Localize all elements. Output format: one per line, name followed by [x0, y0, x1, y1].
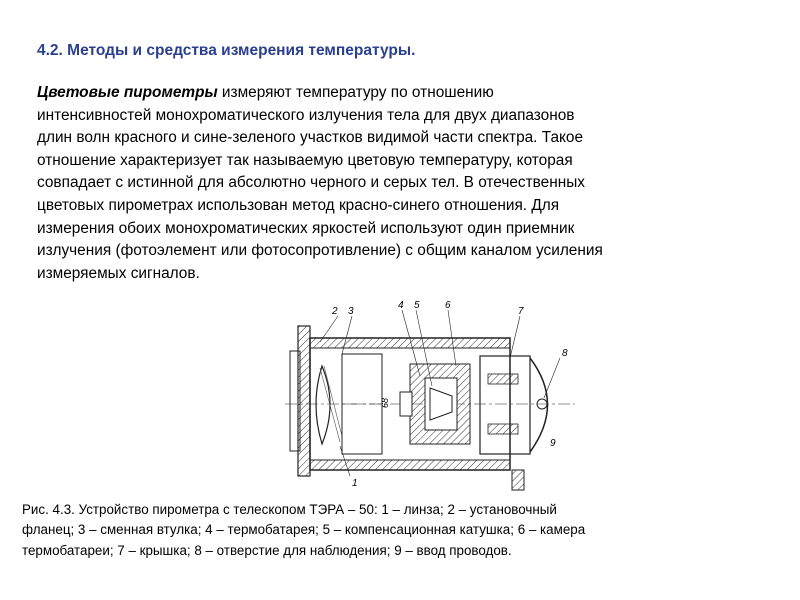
rear-cap: [530, 358, 548, 452]
paragraph-line-8: измеряемых сигналов.: [37, 264, 200, 282]
label-6: 6: [445, 300, 451, 311]
section-heading: 4.2. Методы и средства измерения температуры.: [37, 42, 416, 59]
label-7: 7: [518, 306, 524, 317]
paragraph-line-1: интенсивностей монохроматического излучения тела для двух диапазонов: [37, 106, 575, 124]
label-9: 9: [550, 438, 556, 449]
label-68: 68: [380, 397, 390, 408]
caption-line-2: термобатареи; 7 – крышка; 8 – отверстие для наблюдения; 9 – ввод проводов.: [22, 542, 512, 558]
pyrometer-drawing: [280, 296, 580, 496]
body-paragraph: [37, 82, 777, 285]
label-2: 2: [332, 306, 338, 317]
label-5: 5: [414, 300, 420, 311]
figure-caption: [22, 500, 782, 561]
label-4: 4: [398, 300, 404, 311]
caption-line-0: Рис. 4.3. Устройство пирометра с телескопом ТЭРА – 50: 1 – линза; 2 – установочный: [22, 502, 557, 517]
label-1: 1: [352, 478, 358, 489]
label-3: 3: [348, 306, 354, 317]
paragraph-line-3: отношение характеризует так называемую цветовую температуру, которая: [37, 151, 573, 169]
cover-part: [480, 356, 530, 454]
paragraph-line-0: [37, 82, 777, 105]
label-8: 8: [562, 348, 568, 359]
paragraph-line-4: совпадает с истинной для абсолютно черного и серых тел. В отечественных: [37, 174, 585, 192]
paragraph-line-7: излучения (фотоэлемент или фотосопротивление) с общим каналом усиления: [37, 242, 603, 260]
lens-shape: [316, 366, 330, 444]
paragraph-lead-emphasis: Цветовые пирометры: [37, 84, 218, 101]
paragraph-lead-rest: измеряют температуру по отношению: [217, 84, 494, 101]
housing-bottom-wall: [310, 460, 510, 470]
paragraph-line-2: длин волн красного и сине-зеленого участков видимой части спектра. Такое: [37, 129, 584, 147]
paragraph-line-6: измерения обоих монохроматических яркостей используют один приемник: [37, 219, 575, 237]
caption-line-1: фланец; 3 – сменная втулка; 4 – термобатарея; 5 – компенсационная катушка; 6 – камера: [22, 522, 586, 538]
pyrometer-drawing-svg: [280, 296, 580, 496]
wire-input: [512, 470, 524, 490]
paragraph-line-5: цветовых пирометрах использован метод красно-синего отношения. Для: [37, 196, 560, 214]
